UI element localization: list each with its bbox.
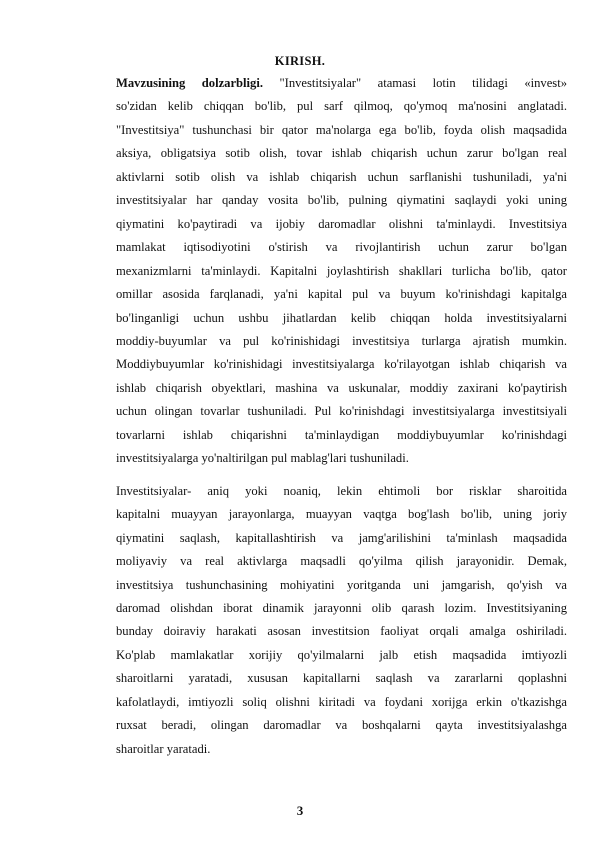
text-line [116,260,567,283]
text-span: Investitsiyalar- aniq yoki noaniq, lekin ehtimoli bor risklar sharoitida [116,483,567,498]
paragraph-1 [116,72,567,471]
text-line [116,503,567,526]
page-number: 3 [296,803,304,818]
text-line [116,72,567,95]
text-span: kafolatlaydi, imtiyozli soliq olishni kiritadi va foydani xorijga erkin o'tkazishga [116,694,567,709]
text-span: tovarlarni ishlab chiqarishni ta'minlaydigan moddiybuyumlar ko'rinishdagi [116,427,567,442]
text-span: moliyaviy va real aktivlarga maqsadli qo'yilma qilish jarayonidir. Demak, [116,554,567,569]
text-line [116,597,567,620]
text-line [116,95,567,118]
text-line [116,119,567,142]
text-line [116,283,567,306]
text-span: mamlakat iqtisodiyotini o'stirish va rivojlantirish uchun zarur bo'lgan [116,240,567,255]
text-span: sharoitlar yaratadi. [116,741,211,756]
text-span: investitsiyalarga yo'naltirilgan pul mablag'lari tushuniladi. [116,451,409,466]
text-span: aksiya, obligatsiya sotib olish, tovar ishlab chiqarish uchun zarur bo'lgan real [116,146,567,161]
text-line [116,480,567,503]
text-span: bunday doiraviy harakati asosan investitsion faoliyat orqali amalga oshiriladi. [116,624,567,639]
text-span: qiymatini saqlash, kapitallashtirish va jamg'arilishini ta'minlash maqsadida [116,530,567,545]
text-span: qiymatini ko'paytiradi va ijobiy daromadlar olishni ta'minlaydi. Investitsiya [116,216,567,231]
text-line [116,424,567,447]
text-span: investitsiya tushunchasining mohiyatini yoritganda uni jamgarish, qo'yish va [116,577,567,592]
text-line [116,377,567,400]
text-span: sharoitlarni yaratadi, xususan kapitallarni saqlash va zararlarni qoplashni [116,671,567,686]
text-span: aktivlarni sotib olish va ishlab chiqarish uchun sarflanishi tushuniladi, ya'ni [116,169,567,184]
text-line [116,142,567,165]
section-lead: Mavzusining dolzarbligi. [116,76,263,90]
text-line [116,166,567,189]
text-span: daromad olishdan iborat dinamik jarayonni olib qarash lozim. Investitsiyaning [116,600,567,615]
text-span: kapitalni muayyan jarayonlarga, muayyan vaqtga bog'lash bo'lib, uning joriy [116,507,567,522]
text-span: omillar asosida farqlanadi, ya'ni kapital pul va buyum ko'rinishdagi kapitalga [116,287,567,302]
text-span: moddiy-buyumlar va pul ko'rinishidagi investitsiya turlarga ajratish mumkin. [116,333,567,348]
text-line [116,447,567,470]
text-span: so'zidan kelib chiqqan bo'lib, pul sarf qilmoq, qo'ymoq ma'nosini anglatadi. [116,99,567,114]
text-span: bo'linganligi uchun ushbu jihatlardan kelib chiqqan holda investitsiyalarni [116,310,567,325]
text-line [116,330,567,353]
text-line [116,213,567,236]
paragraph-gap [116,471,567,480]
text-span: Moddiybuyumlar ko'rinishidagi investitsiyalarga ko'rilayotgan ishlab chiqarish va [116,357,567,372]
text-span: uchun olingan tovarlar tushuniladi. Pul ko'rinishdagi investitsiyalarga investitsiyali [116,404,567,419]
paragraph-2 [116,480,567,761]
text-line [116,574,567,597]
text-line [116,667,567,690]
text-line [116,236,567,259]
text-span: ruxsat beradi, olingan daromadlar va boshqalarni qayta investitsiyalashga [116,718,567,733]
text-line [116,353,567,376]
page-title: KIRISH. [274,54,326,68]
body-text [116,72,567,761]
text-span: ishlab chiqarish obyektlari, mashina va uskunalar, moddiy zaxirani ko'paytirish [116,380,567,395]
text-span: "Investitsiya" tushunchasi bir qator ma'nolarga ega bo'lib, foyda olish maqsadida [116,122,567,137]
text-line [116,307,567,330]
text-line [116,691,567,714]
text-line [116,714,567,737]
text-line [116,400,567,423]
text-span: "Investitsiyalar" atamasi lotin tilidagi «invest» [263,76,567,90]
text-line [116,644,567,667]
text-line [116,550,567,573]
text-span: investitsiyalar har qanday vosita bo'lib, pulning qiymatini saqlaydi yoki uning [116,193,567,208]
text-line [116,620,567,643]
text-span: mexanizmlarni ta'minlaydi. Kapitalni joylashtirish shakllari turlicha bo'lib, qator [116,263,567,278]
text-line [116,189,567,212]
text-span: Ko'plab mamlakatlar xorijiy qo'yilmalarni jalb etish maqsadida imtiyozli [116,647,567,662]
text-line [116,738,567,761]
text-line [116,527,567,550]
